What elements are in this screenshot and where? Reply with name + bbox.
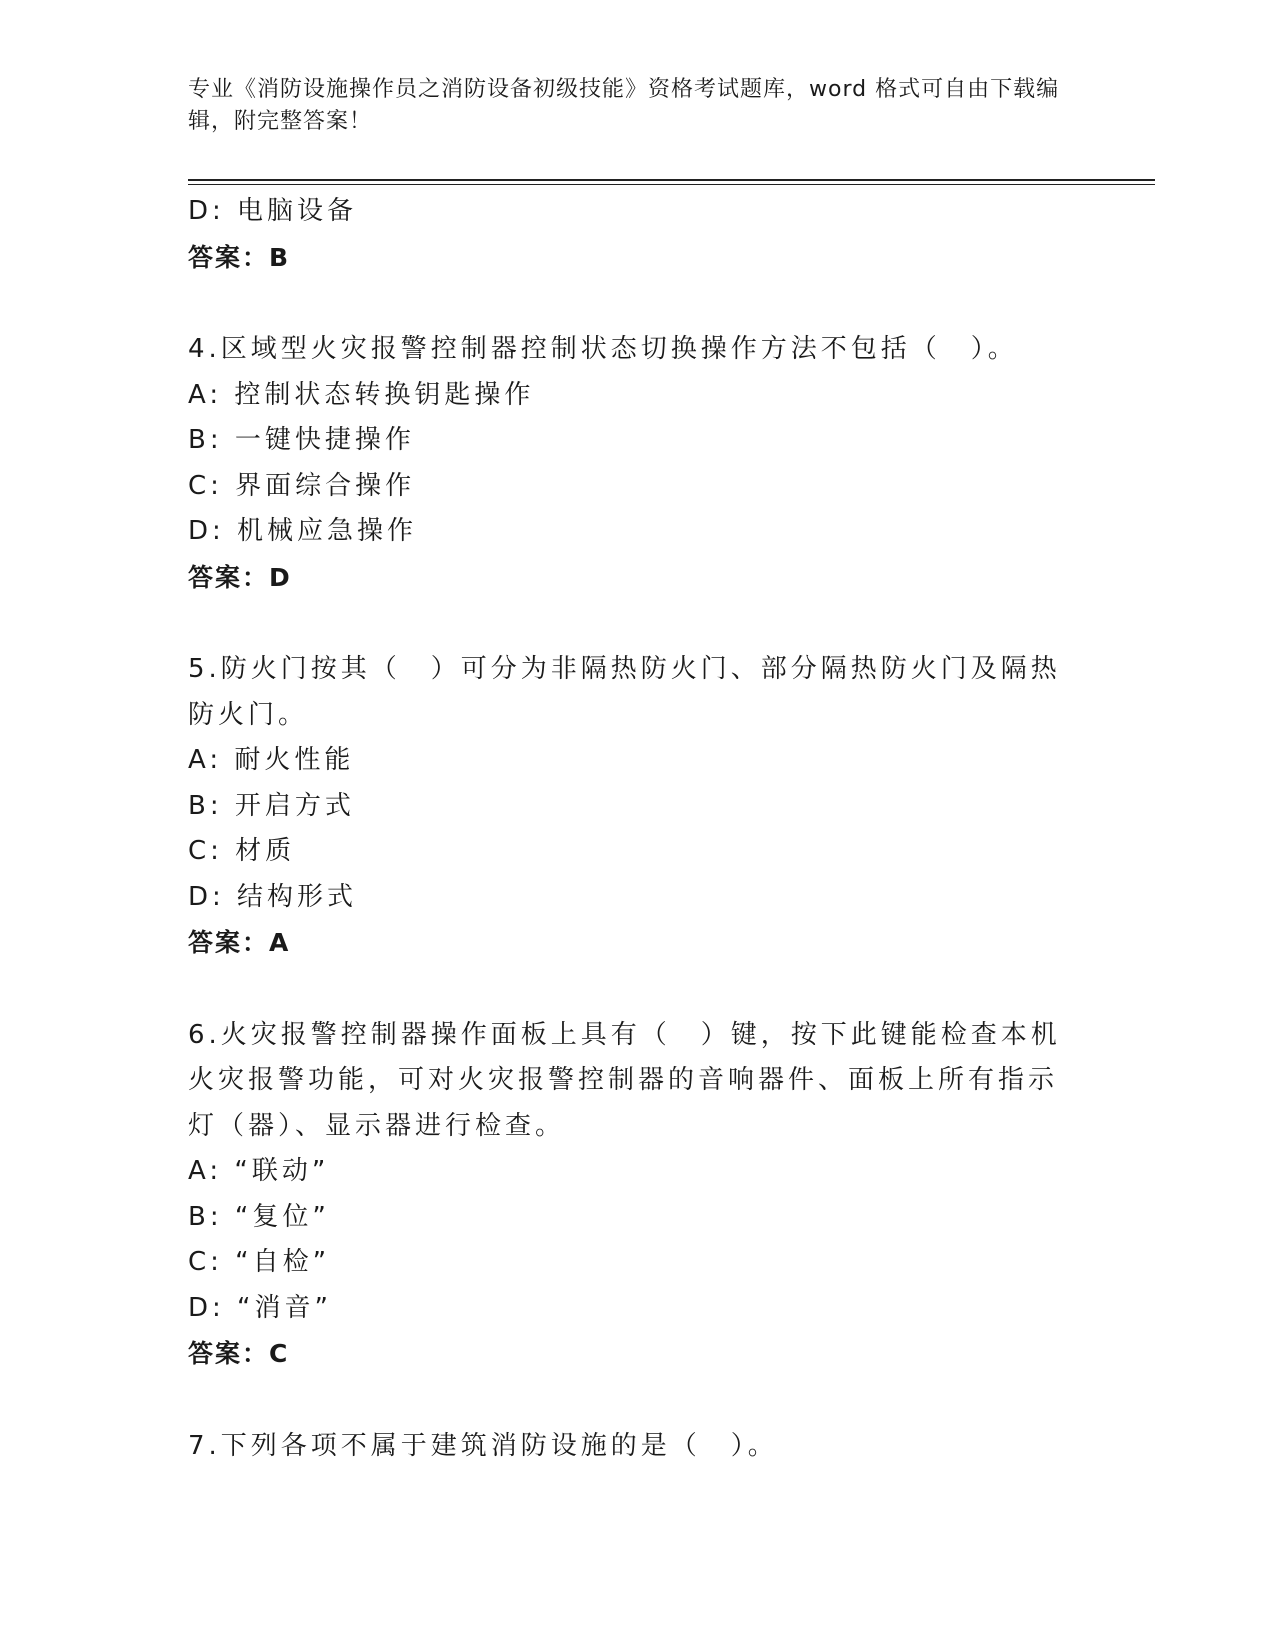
header-divider-thin — [188, 184, 1155, 185]
option-d: D: 机械应急操作 — [188, 516, 418, 546]
question-7 — [188, 1424, 1068, 1470]
answer: 答案：C — [188, 1339, 290, 1368]
option-a: A: 控制状态转换钥匙操作 — [188, 379, 535, 410]
option-b: B: 一键快捷操作 — [188, 425, 415, 455]
option-d: D: 结构形式 — [188, 881, 358, 912]
answer: 答案：A — [188, 928, 291, 957]
prev-option-d: D: 电脑设备 — [188, 196, 358, 226]
header-divider-thick — [188, 179, 1155, 181]
answer: 答案：D — [188, 562, 292, 592]
question-stem: 7.下列各项不属于建筑消防设施的是（ ）。 — [188, 1430, 778, 1461]
document-header: 专业《消防设施操作员之消防设备初级技能》资格考试题库，word 格式可自由下载编辑，附完整答案！ — [188, 77, 1060, 134]
option-c: C: 材质 — [188, 836, 296, 866]
question-6 — [188, 1013, 1068, 1377]
option-c: C: 界面综合操作 — [188, 470, 416, 501]
question-stem: 5.防火门按其（ ）可分为非隔热防火门、部分隔热防火门及隔热防火门。 — [188, 654, 1061, 730]
option-b: B: “复位” — [188, 1201, 330, 1232]
question-list — [188, 189, 1068, 1469]
option-c: C: “自检” — [188, 1247, 331, 1277]
option-b: B: 开启方式 — [188, 790, 355, 821]
option-a: A: 耐火性能 — [188, 745, 355, 775]
question-5 — [188, 647, 1068, 966]
prev-answer: 答案：B — [188, 242, 291, 272]
question-4 — [188, 327, 1068, 600]
option-a: A: “联动” — [188, 1156, 330, 1186]
question-stem: 4.区域型火灾报警控制器控制状态切换操作方法不包括（ ）。 — [188, 334, 1018, 364]
option-d: D: “消音” — [188, 1292, 332, 1323]
question-stem: 6.火灾报警控制器操作面板上具有（ ）键，按下此键能检查本机火灾报警功能，可对火灾报警控制器的音响器件、面板上所有指示灯（器）、显示器进行检查。 — [188, 1019, 1061, 1141]
